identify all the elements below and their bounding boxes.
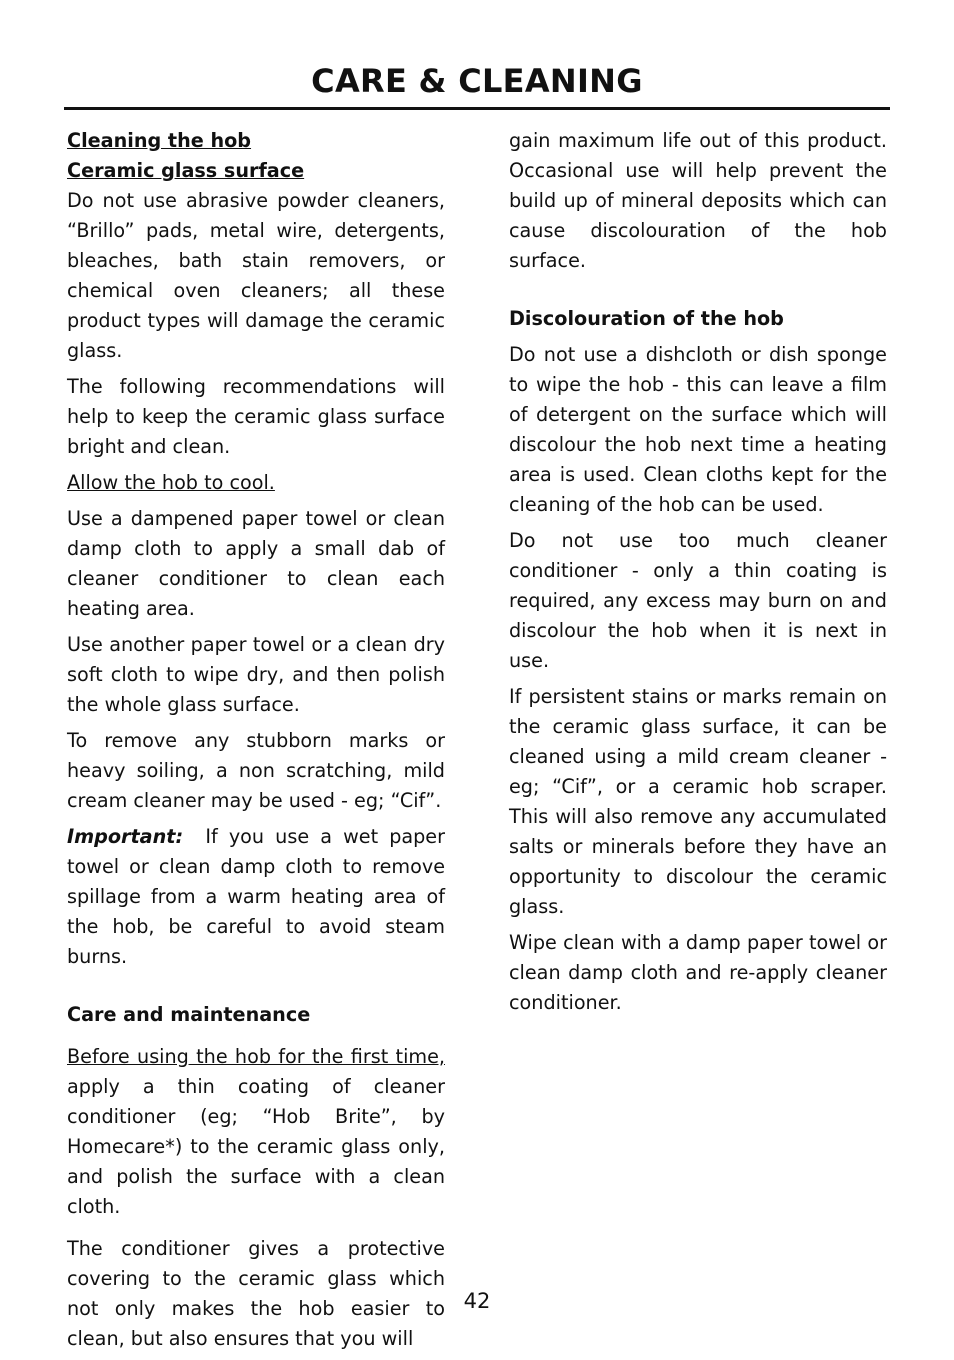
paragraph-dampened-towel: Use a dampened paper towel or clean damp cloth to apply a small dab of cleaner conditioner to clean each heating area. xyxy=(67,507,445,620)
left-column xyxy=(67,126,445,1360)
paragraph-wipe-dry: Use another paper towel or a clean dry soft cloth to wipe dry, and then polish the whole glass surface. xyxy=(67,633,445,716)
paragraph-allow-cool xyxy=(67,468,445,498)
paragraph-persistent-stains: If persistent stains or marks remain on the ceramic glass surface, it can be cleaned using a mild cream cleaner - eg; “Cif”, or a ceramic hob scraper. This will also remove any accumulated salts or minerals before they have an opportunity to discolour the ceramic glass. xyxy=(509,685,887,918)
paragraph-too-much-conditioner: Do not use too much cleaner conditioner - only a thin coating is required, any excess may burn on and discolour the hob when it is next in use. xyxy=(509,529,887,672)
important-label: Important: xyxy=(67,825,184,848)
title-divider xyxy=(64,107,890,110)
right-column xyxy=(509,126,887,1024)
heading-care-maintenance: Care and maintenance xyxy=(67,1003,311,1026)
paragraph-dishcloth: Do not use a dishcloth or dish sponge to wipe the hob - this can leave a film of detergent on the surface which will discolour the hob next time a heating area is used. Clean cloths kept for the cleaning of the hob can be used. xyxy=(509,343,887,516)
heading-discolouration: Discolouration of the hob xyxy=(509,307,784,330)
paragraph-important xyxy=(67,822,445,972)
paragraph-wipe-clean: Wipe clean with a damp paper towel or clean damp cloth and re-apply cleaner conditioner. xyxy=(509,931,887,1014)
paragraph-abrasive-warning: Do not use abrasive powder cleaners, “Brillo” pads, metal wire, detergents, bleaches, bath stain removers, or chemical oven cleaners; all these product types will damage the ceramic glass. xyxy=(67,189,445,362)
heading-cleaning-the-hob: Cleaning the hob xyxy=(67,129,252,152)
allow-cool-text: Allow the hob to cool. xyxy=(67,471,275,494)
section-heading-cleaning xyxy=(67,126,445,186)
page-title: CARE & CLEANING xyxy=(311,62,643,100)
paragraph-conditioner-protective: The conditioner gives a protective covering to the ceramic glass which not only makes the hob easier to clean, but also ensures that you will xyxy=(67,1237,445,1350)
before-first-use-text: apply a thin coating of cleaner conditioner (eg; “Hob Brite”, by Homecare*) to the ceramic glass only, and polish the surface with a clean cloth. xyxy=(67,1075,445,1218)
heading-ceramic-glass-surface: Ceramic glass surface xyxy=(67,159,305,182)
paragraph-recommendations: The following recommendations will help to keep the ceramic glass surface bright and clean. xyxy=(67,375,445,458)
before-first-use-underlined: Before using the hob for the first time, xyxy=(67,1045,445,1068)
page-number: 42 xyxy=(463,1289,491,1313)
paragraph-maximum-life: gain maximum life out of this product. Occasional use will help prevent the build up of mineral deposits which can cause discolouration of the hob surface. xyxy=(509,129,887,272)
paragraph-stubborn-marks: To remove any stubborn marks or heavy soiling, a non scratching, mild cream cleaner may be used - eg; “Cif”. xyxy=(67,729,445,812)
paragraph-before-first-use xyxy=(67,1042,445,1222)
important-text: If you use a wet paper towel or clean damp cloth to remove spillage from a warm heating area of the hob, be careful to avoid steam burns. xyxy=(67,825,445,968)
